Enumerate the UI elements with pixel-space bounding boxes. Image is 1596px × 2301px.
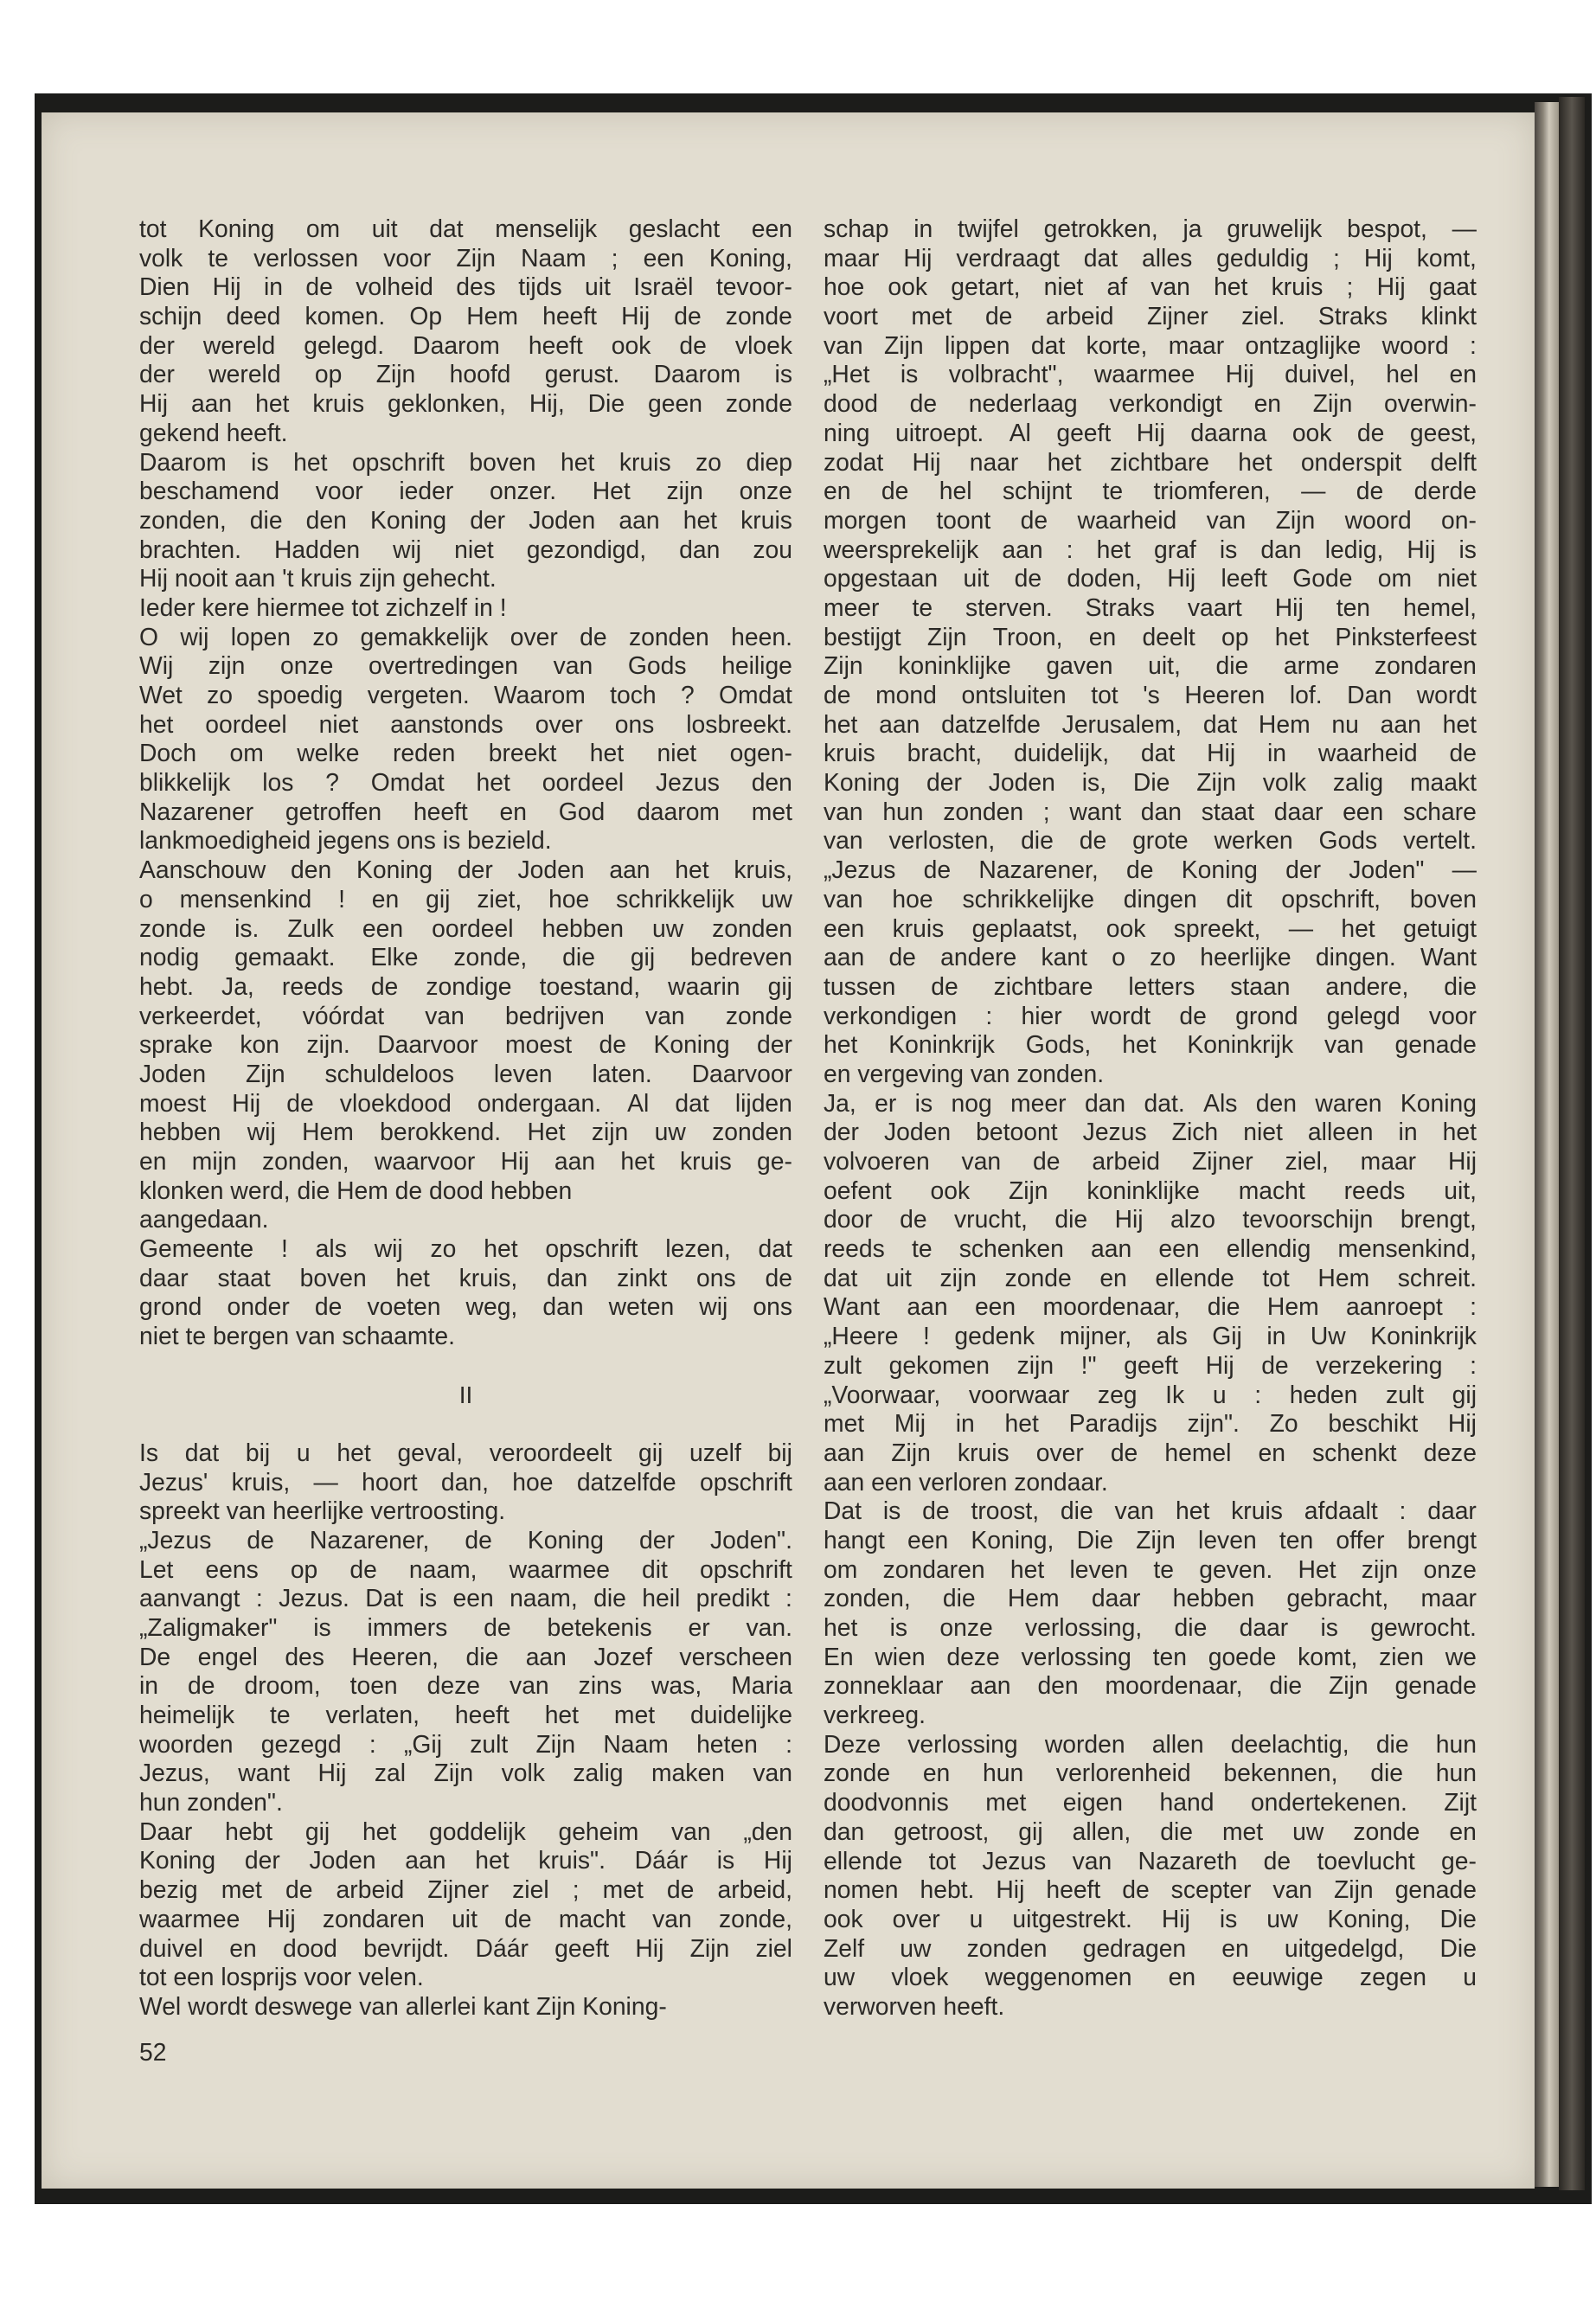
- text-line: hoe ook getart, niet af van het kruis ; Hij gaat: [824, 272, 1477, 301]
- text-line: tussen de zichtbare letters staan andere, die: [824, 971, 1477, 1000]
- text-line: doodvonnis met eigen hand ondertekenen. Zijt: [824, 1788, 1477, 1817]
- section-heading: II: [458, 1381, 473, 1408]
- text-line: met Mij in het Paradijs zijn". Zo beschikt Hij: [824, 1409, 1477, 1438]
- text-line: en vergeving van zonden.: [824, 1059, 1105, 1087]
- text-line: grond onder de voeten weg, dan weten wij ons: [139, 1292, 792, 1321]
- text-line: Ja, er is nog meer dan dat. Als den waren Koning: [824, 1088, 1477, 1117]
- text-line: schap in twijfel getrokken, ja gruwelijk bespot, —: [824, 215, 1477, 242]
- text-line: Daar hebt gij het goddelijk geheim van „den: [139, 1817, 792, 1845]
- left-column-part-1: [139, 215, 792, 1351]
- text-line: verworven heeft.: [824, 1991, 1005, 2020]
- text-line: voort met de arbeid Zijner ziel. Straks klinkt: [824, 302, 1477, 330]
- book-binding-edge: [1535, 102, 1559, 2187]
- text-line: bezig met de arbeid Zijner ziel ; met de arbeid,: [139, 1875, 792, 1904]
- text-line: hun zonden".: [139, 1788, 283, 1817]
- text-line: en mijn zonden, waarvoor Hij aan het kruis ge-: [139, 1147, 792, 1175]
- text-line: der Joden betoont Jezus Zich niet alleen in het: [824, 1118, 1477, 1146]
- text-line: aan Zijn kruis over de hemel en schenkt deze: [824, 1438, 1477, 1466]
- text-line: O wij lopen zo gemakkelijk over de zonden heen.: [139, 622, 792, 651]
- text-line: spreekt van heerlijke vertroosting.: [139, 1497, 506, 1525]
- text-line: dan getroost, gij allen, die met uw zonde en: [824, 1817, 1477, 1845]
- text-line: De engel des Heeren, die aan Jozef verscheen: [139, 1642, 792, 1670]
- text-line: hebben wij Hem berokkend. Het zijn uw zonden: [139, 1118, 792, 1146]
- text-line: o mensenkind ! en gij ziet, hoe schrikkelijk uw: [139, 884, 792, 913]
- text-line: maar Hij verdraagt dat alles geduldig ; Hij komt,: [824, 243, 1477, 272]
- text-line: zonde en hun verlorenheid bekennen, die hun: [824, 1759, 1477, 1787]
- text-line: Wel wordt deswege van allerlei kant Zijn Koning-: [139, 1991, 667, 2020]
- text-line: gekend heeft.: [139, 418, 288, 446]
- text-line: zonden, die Hem daar hebben gebracht, maar: [824, 1584, 1477, 1612]
- text-line: uw vloek weggenomen en eeuwige zegen u: [824, 1963, 1477, 1991]
- text-line: brachten. Hadden wij niet gezondigd, dan zou: [139, 535, 792, 563]
- text-line: Joden Zijn schuldeloos leven laten. Daarvoor: [139, 1059, 792, 1087]
- text-line: „Jezus de Nazarener, de Koning der Joden".: [139, 1525, 792, 1554]
- text-line: „Heere ! gedenk mijner, als Gij in Uw Koninkrijk: [824, 1322, 1477, 1350]
- text-line: zonde is. Zulk een oordeel hebben uw zonden: [139, 913, 792, 942]
- text-line: Jezus, want Hij zal Zijn volk zalig maken van: [139, 1759, 792, 1787]
- text-line: weersprekelijk aan : het graf is dan ledig, Hij is: [824, 535, 1477, 563]
- text-line: ook over u uitgestrekt. Hij is uw Koning, Die: [824, 1904, 1477, 1932]
- text-line: „Zaligmaker" is immers de betekenis er van.: [139, 1612, 792, 1641]
- text-line: sprake kon zijn. Daarvoor moest de Koning der: [139, 1030, 792, 1059]
- text-line: „Voorwaar, voorwaar zeg Ik u : heden zult gij: [824, 1380, 1477, 1408]
- text-line: oefent ook Zijn koninklijke macht reeds uit,: [824, 1176, 1477, 1204]
- text-line: Gemeente ! als wij zo het opschrift lezen, dat: [139, 1234, 792, 1263]
- text-line: nomen hebt. Hij heeft de scepter van Zijn genade: [824, 1875, 1477, 1904]
- text-line: verkreeg.: [824, 1701, 926, 1729]
- section-heading-row: [139, 1351, 792, 1439]
- text-line: Zijn koninklijke gaven uit, die arme zondaren: [824, 651, 1477, 680]
- right-text-column: [824, 215, 1477, 2022]
- text-line: van hun zonden ; want dan staat daar een schare: [824, 797, 1477, 825]
- text-line: „Jezus de Nazarener, de Koning der Joden" —: [824, 856, 1477, 884]
- text-line: Hij aan het kruis geklonken, Hij, Die geen zonde: [139, 389, 792, 418]
- text-line: blikkelijk los ? Omdat het oordeel Jezus den: [139, 768, 792, 797]
- text-line: verkondigen : hier wordt de grond gelegd voor: [824, 1001, 1477, 1029]
- text-line: woorden gezegd : „Gij zult Zijn Naam heten :: [139, 1729, 792, 1758]
- text-line: Deze verlossing worden allen deelachtig, die hun: [824, 1729, 1477, 1758]
- text-line: het aan datzelfde Jerusalem, dat Hem nu aan het: [824, 709, 1477, 738]
- text-line: van Zijn lippen dat korte, maar ontzaglijke woord :: [824, 330, 1477, 359]
- text-line: aanvangt : Jezus. Dat is een naam, die heil predikt :: [139, 1584, 792, 1612]
- text-line: ellende tot Jezus van Nazareth de toevlucht ge-: [824, 1846, 1477, 1875]
- text-line: duivel en dood bevrijdt. Dáár geeft Hij Zijn ziel: [139, 1933, 792, 1962]
- text-line: opgestaan uit de doden, Hij leeft Gode om niet: [824, 564, 1477, 593]
- text-line: ning uitroept. Al geeft Hij daarna ook de geest,: [824, 418, 1477, 446]
- text-line: beschamend voor ieder onzer. Het zijn onze: [139, 477, 792, 505]
- text-line: waarmee Hij zondaren uit de macht van zonde,: [139, 1904, 792, 1932]
- text-line: Let eens op de naam, waarmee dit opschrift: [139, 1554, 792, 1583]
- text-line: „Het is volbracht", waarmee Hij duivel, hel en: [824, 360, 1477, 388]
- text-line: daar staat boven het kruis, dan zinkt ons de: [139, 1263, 792, 1292]
- text-line: Ieder kere hiermee tot zichzelf in !: [139, 593, 507, 621]
- page-number: 52: [139, 2038, 167, 2066]
- text-line: het Koninkrijk Gods, het Koninkrijk van genade: [824, 1030, 1477, 1059]
- text-line: hangt een Koning, Die Zijn leven ten offer brengt: [824, 1525, 1477, 1554]
- text-line: nodig gemaakt. Elke zonde, die gij bedreven: [139, 943, 792, 971]
- text-line: zonneklaar aan den moordenaar, die Zijn genade: [824, 1671, 1477, 1700]
- text-line: een kruis geplaatst, ook spreekt, — het getuigt: [824, 913, 1477, 942]
- text-line: Dien Hij in de volheid des tijds uit Israël tevoor-: [139, 272, 792, 301]
- text-line: van hoe schrikkelijke dingen dit opschrift, boven: [824, 884, 1477, 913]
- text-line: lankmoedigheid jegens ons is bezield.: [139, 826, 552, 855]
- text-line: dood de nederlaag verkondigt en Zijn overwin-: [824, 389, 1477, 418]
- book-cover-edge: [1559, 97, 1585, 2190]
- text-line: Is dat bij u het geval, veroordeelt gij uzelf bij: [139, 1438, 792, 1466]
- text-line: Hij nooit aan 't kruis zijn gehecht.: [139, 564, 497, 593]
- text-line: aan een verloren zondaar.: [824, 1467, 1108, 1496]
- text-line: bestijgt Zijn Troon, en deelt op het Pinksterfeest: [824, 622, 1477, 651]
- text-line: in de droom, toen deze van zins was, Maria: [139, 1671, 792, 1700]
- text-line: Want aan een moordenaar, die Hem aanroept :: [824, 1292, 1477, 1321]
- text-line: volvoeren van de arbeid Zijner ziel, maar Hij: [824, 1147, 1477, 1175]
- text-line: moest Hij de vloekdood ondergaan. Al dat lijden: [139, 1088, 792, 1117]
- text-line: niet te bergen van schaamte.: [139, 1322, 455, 1350]
- text-line: en de hel schijnt te triomferen, — de derde: [824, 477, 1477, 505]
- text-line: hebt. Ja, reeds de zondige toestand, waarin gij: [139, 971, 792, 1000]
- text-line: der wereld op Zijn hoofd gerust. Daarom is: [139, 360, 792, 388]
- text-line: heimelijk te verlaten, heeft het met duidelijke: [139, 1701, 792, 1728]
- text-line: Zelf uw zonden gedragen en uitgedelgd, Die: [824, 1933, 1477, 1962]
- text-line: meer te sterven. Straks vaart Hij ten hemel,: [824, 593, 1477, 621]
- text-line: Daarom is het opschrift boven het kruis zo diep: [139, 447, 792, 476]
- text-line: Wij zijn onze overtredingen van Gods heilige: [139, 651, 792, 680]
- text-line: het oordeel niet aanstonds over ons losbreekt.: [139, 709, 792, 738]
- text-line: het is onze verlossing, die daar is gewrocht.: [824, 1613, 1477, 1641]
- left-column-part-2: [139, 1439, 792, 2022]
- text-line: tot Koning om uit dat menselijk geslacht een: [139, 215, 792, 242]
- text-line: schijn deed komen. Op Hem heeft Hij de zonde: [139, 302, 792, 330]
- text-line: Doch om welke reden breekt het niet ogen-: [139, 739, 792, 767]
- text-line: verkeerdet, vóórdat van bedrijven van zonde: [139, 1001, 792, 1029]
- text-line: aan de andere kant o zo heerlijke dingen. Want: [824, 943, 1477, 971]
- text-line: Dat is de troost, die van het kruis afdaalt : daar: [824, 1497, 1477, 1525]
- text-line: Jezus' kruis, — hoort dan, hoe datzelfde opschrift: [139, 1467, 792, 1496]
- text-line: Koning der Joden aan het kruis". Dáár is Hij: [139, 1846, 792, 1875]
- text-line: morgen toont de waarheid van Zijn woord on-: [824, 505, 1477, 534]
- text-line: aangedaan.: [139, 1205, 269, 1234]
- text-line: zonden, die den Koning der Joden aan het kruis: [139, 505, 792, 534]
- text-line: dat uit zijn zonde en ellende tot Hem schreit.: [824, 1263, 1477, 1292]
- text-line: Koning der Joden is, Die Zijn volk zalig maakt: [824, 768, 1477, 797]
- text-line: zodat Hij naar het zichtbare het onderspit delft: [824, 447, 1477, 476]
- text-line: volk te verlossen voor Zijn Naam ; een Koning,: [139, 243, 792, 272]
- text-line: de mond ontsluiten tot 's Heeren lof. Dan wordt: [824, 681, 1477, 708]
- text-line: Nazarener getroffen heeft en God daarom met: [139, 797, 792, 825]
- text-line: kruis bracht, duidelijk, dat Hij in waarheid de: [824, 739, 1477, 767]
- text-line: der wereld gelegd. Daarom heeft ook de vloek: [139, 330, 792, 359]
- text-line: Wet zo spoedig vergeten. Waarom toch ? Omdat: [139, 681, 792, 708]
- text-line: van verlosten, die de grote werken Gods vertelt.: [824, 826, 1477, 855]
- text-line: reeds te schenken aan een ellendig mensenkind,: [824, 1234, 1477, 1263]
- text-line: zult gekomen zijn !" geeft Hij de verzekering :: [824, 1350, 1477, 1379]
- left-text-column: [139, 215, 792, 2022]
- text-line: door de vrucht, die Hij alzo tevoorschijn brengt,: [824, 1205, 1477, 1234]
- text-line: om zondaren het leven te geven. Het zijn onze: [824, 1554, 1477, 1583]
- text-line: En wien deze verlossing ten goede komt, zien we: [824, 1642, 1477, 1670]
- text-line: Aanschouw den Koning der Joden aan het kruis,: [139, 856, 792, 884]
- text-line: tot een losprijs voor velen.: [139, 1963, 424, 1991]
- text-line: klonken werd, die Hem de dood hebben: [139, 1176, 573, 1204]
